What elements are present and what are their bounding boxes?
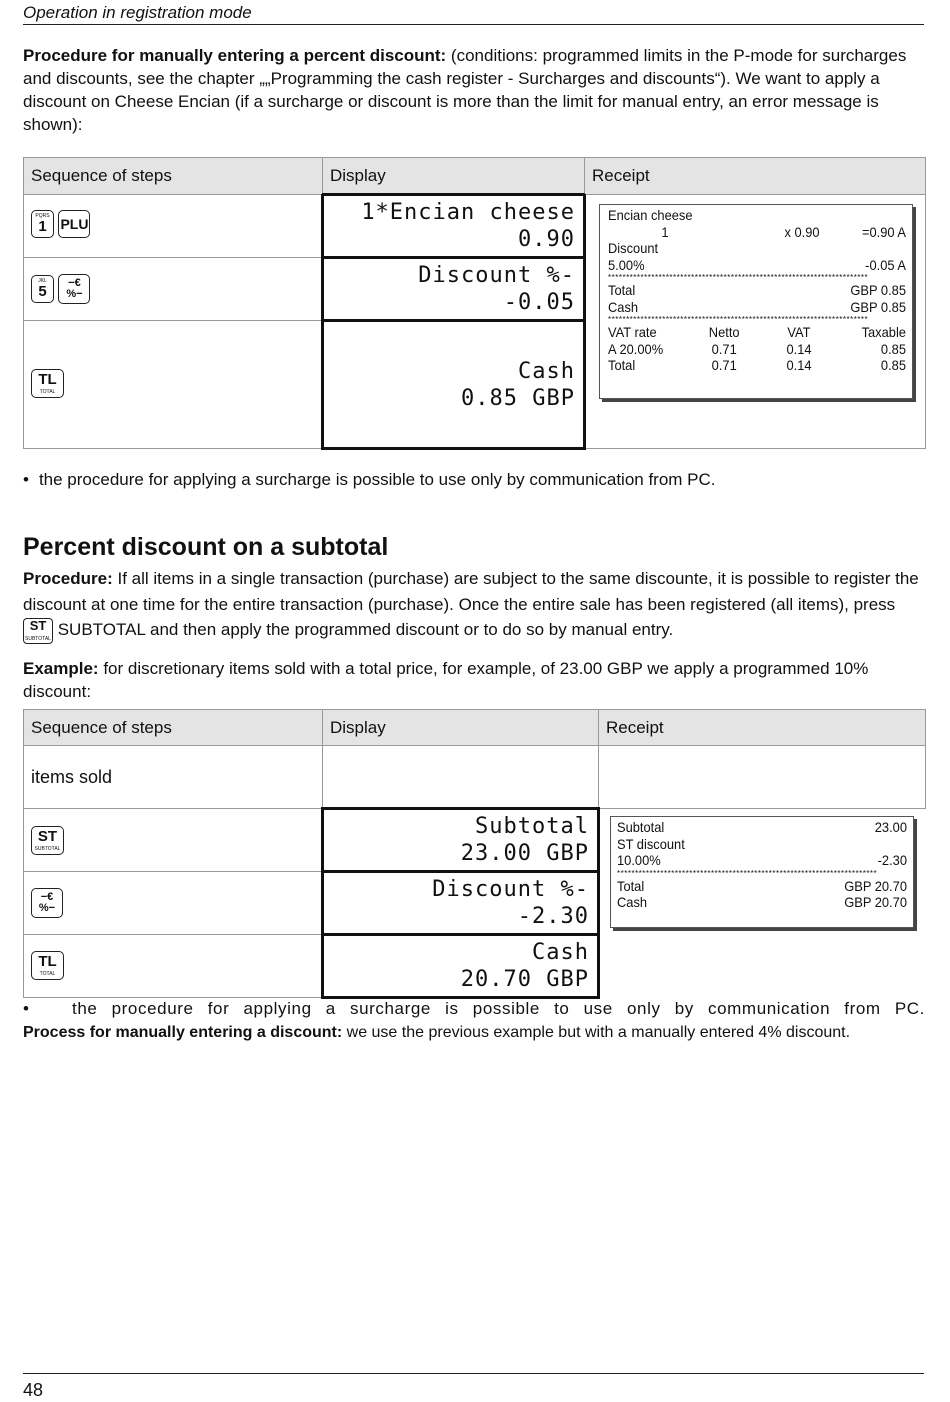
display-2: Discount %- -0.05: [323, 258, 585, 321]
subtotal-key-inline: ST SUBTOTAL: [23, 618, 53, 644]
receipt-separator: ************************************************************************: [608, 273, 869, 282]
total-key-button: TL TOTAL: [31, 951, 64, 980]
col-header-display: Display: [323, 158, 585, 195]
receipt-separator: ************************************************************************: [608, 315, 869, 324]
receipt-2: Subtotal 23.00 ST discount 10.00% -2.30 ************************************************************************ Total GBP 20.70 Cash GBP 20.70: [610, 816, 914, 928]
step-cell-total-2: [24, 935, 323, 998]
key-1-button: PQRS 1: [31, 210, 54, 238]
intro-bold: Procedure for manually entering a percent discount:: [23, 46, 447, 65]
receipt-cell-1: [585, 195, 926, 449]
empty-display-cell: [323, 746, 599, 809]
section-title: Percent discount on a subtotal: [23, 533, 389, 561]
key-5-button: JKL 5: [31, 275, 54, 303]
receipt-separator: ************************************************************************: [617, 868, 878, 878]
display-discount-2: Discount %- -2.30: [323, 872, 599, 935]
steps-table-2: [23, 709, 926, 999]
display-subtotal: Subtotal 23.00 GBP: [323, 809, 599, 872]
intro-paragraph: [23, 44, 925, 136]
empty-receipt-cell: [599, 746, 926, 809]
subtotal-key-button: ST SUBTOTAL: [31, 826, 64, 855]
intro-text: (conditions: programmed limits in the P-mode for surcharges and discounts, see the chapter „„Programming the cash register - Surcharges and discounts“). We want to apply a discount on Cheese Encian (if a surcharge or discount is more than the limit for manual entry, an error message is shown):: [23, 46, 907, 134]
display-3: Cash 0.85 GBP: [323, 321, 585, 449]
percent-discount-key-button: −€ %−: [58, 274, 90, 304]
col-header-sequence: Sequence of steps: [24, 158, 323, 195]
plu-key-button: PLU: [58, 210, 90, 238]
display-cash-2: Cash 20.70 GBP: [323, 935, 599, 998]
step-cell-discount-2: [24, 872, 323, 935]
total-key-button: TL TOTAL: [31, 369, 64, 398]
step-cell-total: [24, 321, 323, 449]
procedure-paragraph: Procedure: If all items in a single transaction (purchase) are subject to the same discounte, it is possible to register the discount at one time for the entire transaction (purchase). Once the entire sale has been registered (all items), press ST SUBTOTAL SUBTOTAL and then apply the programmed discount or to do so by manual entry.: [23, 569, 919, 642]
display-1: 1*Encian cheese 0.90: [323, 195, 585, 258]
step-cell-plu: [24, 195, 323, 258]
example-paragraph: Example: for discretionary items sold with a total price, for example, of 23.00 GBP we apply a programmed 10% discount:: [23, 659, 869, 701]
col-header-receipt: Receipt: [599, 710, 926, 746]
percent-discount-key-button: −€ %−: [31, 888, 63, 918]
bullet-1: • the procedure for applying a surcharge is possible to use only by communication from PC.: [23, 470, 716, 489]
items-sold-cell: items sold: [24, 746, 323, 809]
col-header-display: Display: [323, 710, 599, 746]
step-cell-subtotal: [24, 809, 323, 872]
step-cell-discount: [24, 258, 323, 321]
bullet-2: • the procedure for applying a surcharge is possible to use only by communication from PC.: [23, 999, 925, 1018]
col-header-sequence: Sequence of steps: [24, 710, 323, 746]
receipt-1: Encian cheese 1 x 0.90 =0.90 A Discount 5.00% -0.05 A ************************************************************************ Total GBP 0.85 Cash GBP 0.85 ************************************************************************ VAT rate Netto VAT Taxable A 20.00% 0.71 0.14 0.85 Total 0.71 0.14 0.85: [599, 204, 913, 399]
page-header: Operation in registration mode: [23, 3, 924, 25]
receipt-cell-2: [599, 809, 926, 998]
process-paragraph: Process for manually entering a discount: we use the previous example but with a manually entered 4% discount.: [23, 1024, 851, 1041]
col-header-receipt: Receipt: [585, 158, 926, 195]
page-number: 48: [23, 1373, 924, 1401]
steps-table-1: [23, 157, 926, 450]
